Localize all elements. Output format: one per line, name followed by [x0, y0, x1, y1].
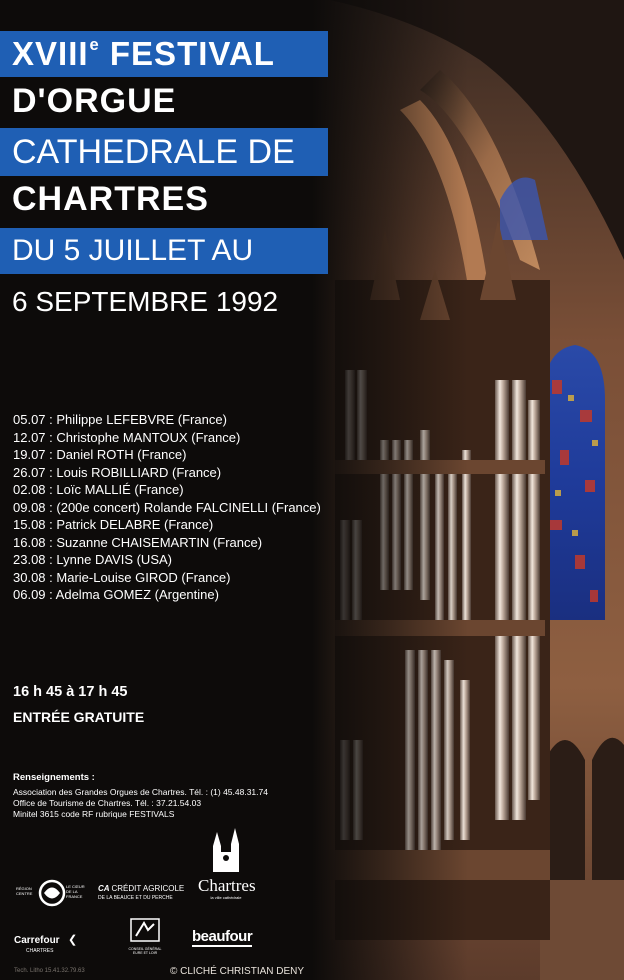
- information-line: Minitel 3615 code RF rubrique FESTIVALS: [13, 809, 175, 819]
- concert-item: 23.08 : Lynne DAVIS (USA): [13, 552, 172, 567]
- beaufour-logo: [192, 928, 253, 950]
- carrefour-sub: CHARTRES: [26, 948, 54, 954]
- concert-item: 15.08 : Patrick DELABRE (France): [13, 517, 214, 532]
- carrefour-name: Carrefour: [14, 935, 60, 946]
- region-centre-logo: [16, 876, 88, 910]
- title-band-dates: [0, 228, 328, 274]
- chartres-city-name: Chartres: [198, 876, 256, 895]
- concert-list: [13, 411, 321, 604]
- concert-hours: 16 h 45 à 17 h 45: [13, 684, 128, 700]
- conseil-general-icon: [130, 918, 160, 942]
- credit-agricole-name: CRÉDIT AGRICOLE: [111, 884, 185, 893]
- conseil-general-logo: [126, 918, 164, 956]
- carrefour-icon: ❮: [68, 934, 78, 946]
- information-block: [13, 772, 268, 820]
- title-ordinal: e: [89, 36, 100, 55]
- concert-item: 06.09 : Adelma GOMEZ (Argentine): [13, 587, 219, 602]
- title-festival-word: FESTIVAL: [109, 35, 275, 72]
- title-dates-start: DU 5 JUILLET AU: [12, 234, 254, 267]
- concert-item: 05.07 : Philippe LEFEBVRE (France): [13, 412, 227, 427]
- title-dates-end: 6 SEPTEMBRE 1992: [12, 286, 279, 317]
- free-entry: ENTRÉE GRATUITE: [13, 709, 145, 725]
- concert-item: 12.07 : Christophe MANTOUX (France): [13, 429, 241, 445]
- photo-credit: © CLICHÉ CHRISTIAN DENY: [170, 966, 305, 977]
- carrefour-logo: [14, 930, 104, 954]
- title-dorgue: D'ORGUE: [12, 82, 177, 120]
- chartres-city-sub: la ville cathédrale: [210, 895, 242, 900]
- concert-item: 16.08 : Suzanne CHAISEMARTIN (France): [13, 534, 263, 550]
- concert-item: 19.07 : Daniel ROTH (France): [13, 447, 187, 462]
- credit-agricole-logo: [98, 884, 194, 908]
- printer-note: Tech. Litho 15.41.32.79.63: [14, 968, 85, 974]
- beaufour-name: beaufour: [192, 928, 253, 945]
- information-heading: Renseignements :: [13, 772, 95, 783]
- region-left-text: RÉGION CENTRE: [16, 886, 33, 896]
- cathedral-icon: [209, 828, 243, 872]
- title-band-cathedrale: [0, 128, 328, 176]
- title-band-festival: [0, 31, 328, 77]
- concert-item: 30.08 : Marie-Louise GIROD (France): [13, 569, 231, 585]
- concert-item: 09.08 : (200e concert) Rolande FALCINELLI (France): [13, 499, 321, 515]
- title-cathedrale: CATHEDRALE DE: [12, 132, 295, 171]
- chartres-city-logo: [198, 828, 254, 908]
- credit-agricole-icon: CA: [98, 884, 110, 893]
- region-right-text: LE CŒUR DE LA FRANCE: [66, 884, 85, 899]
- title-chartres: CHARTRES: [12, 180, 209, 218]
- title-numeral: XVIII: [12, 35, 89, 72]
- information-line: Office de Tourisme de Chartres. Tél. : 37.21.54.03: [13, 798, 202, 808]
- credit-agricole-sub: DE LA BEAUCE ET DU PERCHE: [98, 895, 173, 901]
- conseil-general-text: CONSEIL GÉNÉRAL EURE ET LOIR: [128, 947, 162, 955]
- information-line: Association des Grandes Orgues de Chartres. Tél. : (1) 45.48.31.74: [13, 787, 268, 797]
- concert-item: 02.08 : Loïc MALLIÉ (France): [13, 482, 184, 497]
- concert-item: 26.07 : Louis ROBILLIARD (France): [13, 464, 222, 480]
